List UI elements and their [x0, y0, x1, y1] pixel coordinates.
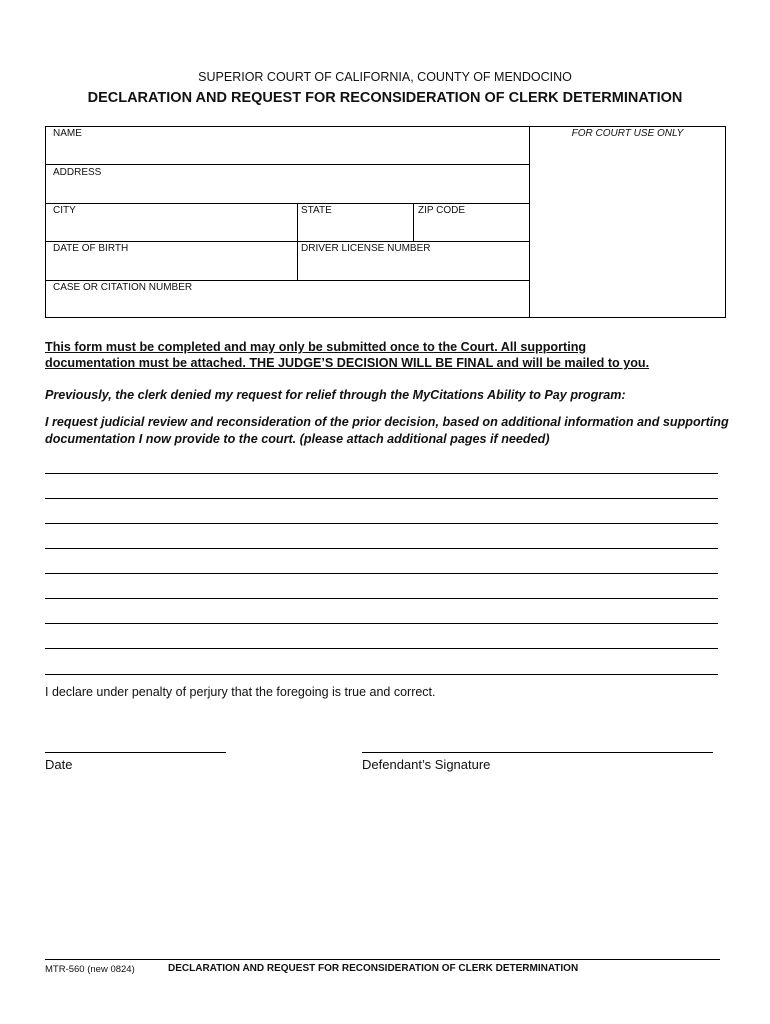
- name-field[interactable]: NAME: [53, 128, 82, 139]
- case-number-field[interactable]: CASE OR CITATION NUMBER: [53, 282, 193, 293]
- row-divider: [46, 280, 529, 281]
- column-divider: [297, 203, 298, 280]
- notice-line-2: documentation must be attached. THE JUDGE’S DECISION WILL BE FINAL and will be mailed to you.: [45, 356, 650, 370]
- explanation-line[interactable]: [45, 573, 718, 574]
- driver-license-field[interactable]: DRIVER LICENSE NUMBER: [301, 243, 431, 254]
- form-code: MTR-560 (new 0824): [45, 964, 135, 975]
- defendant-signature-label: Defendant’s Signature: [362, 757, 491, 772]
- row-divider: [46, 203, 529, 204]
- row-divider: [46, 241, 529, 242]
- address-field[interactable]: ADDRESS: [53, 167, 102, 178]
- date-of-birth-field[interactable]: DATE OF BIRTH: [53, 243, 129, 254]
- court-name: SUPERIOR COURT OF CALIFORNIA, COUNTY OF MENDOCINO: [198, 70, 572, 84]
- submission-notice: [45, 339, 725, 371]
- explanation-line[interactable]: [45, 598, 718, 599]
- column-divider: [413, 203, 414, 241]
- explanation-line[interactable]: [45, 674, 718, 675]
- explanation-line[interactable]: [45, 623, 718, 624]
- footer-divider: [45, 959, 720, 960]
- review-request-statement: I request judicial review and reconsideration of the prior decision, based on additional information and supporting documentation I now provide to the court. (please attach additional pages if needed): [45, 415, 729, 446]
- date-signature-line[interactable]: [45, 752, 226, 753]
- state-field[interactable]: STATE: [301, 205, 332, 216]
- court-use-label: FOR COURT USE ONLY: [571, 128, 684, 139]
- explanation-line[interactable]: [45, 548, 718, 549]
- explanation-line[interactable]: [45, 648, 718, 649]
- zip-code-field[interactable]: ZIP CODE: [418, 205, 466, 216]
- previous-denial-statement: Previously, the clerk denied my request for relief through the MyCitations Ability to Pay program:: [45, 388, 626, 402]
- defendant-signature-line[interactable]: [362, 752, 713, 753]
- explanation-line[interactable]: [45, 473, 718, 474]
- explanation-line[interactable]: [45, 498, 718, 499]
- perjury-declaration: I declare under penalty of perjury that the foregoing is true and correct.: [45, 685, 436, 699]
- footer-title: DECLARATION AND REQUEST FOR RECONSIDERATION OF CLERK DETERMINATION: [168, 963, 579, 974]
- explanation-line[interactable]: [45, 523, 718, 524]
- notice-line-1: This form must be completed and may only be submitted once to the Court. All supporting: [45, 340, 587, 354]
- date-label: Date: [45, 757, 73, 772]
- city-field[interactable]: CITY: [53, 205, 76, 216]
- party-info-form: [45, 126, 530, 318]
- court-use-box: [529, 126, 726, 318]
- row-divider: [46, 164, 529, 165]
- form-title: DECLARATION AND REQUEST FOR RECONSIDERATION OF CLERK DETERMINATION: [87, 90, 683, 106]
